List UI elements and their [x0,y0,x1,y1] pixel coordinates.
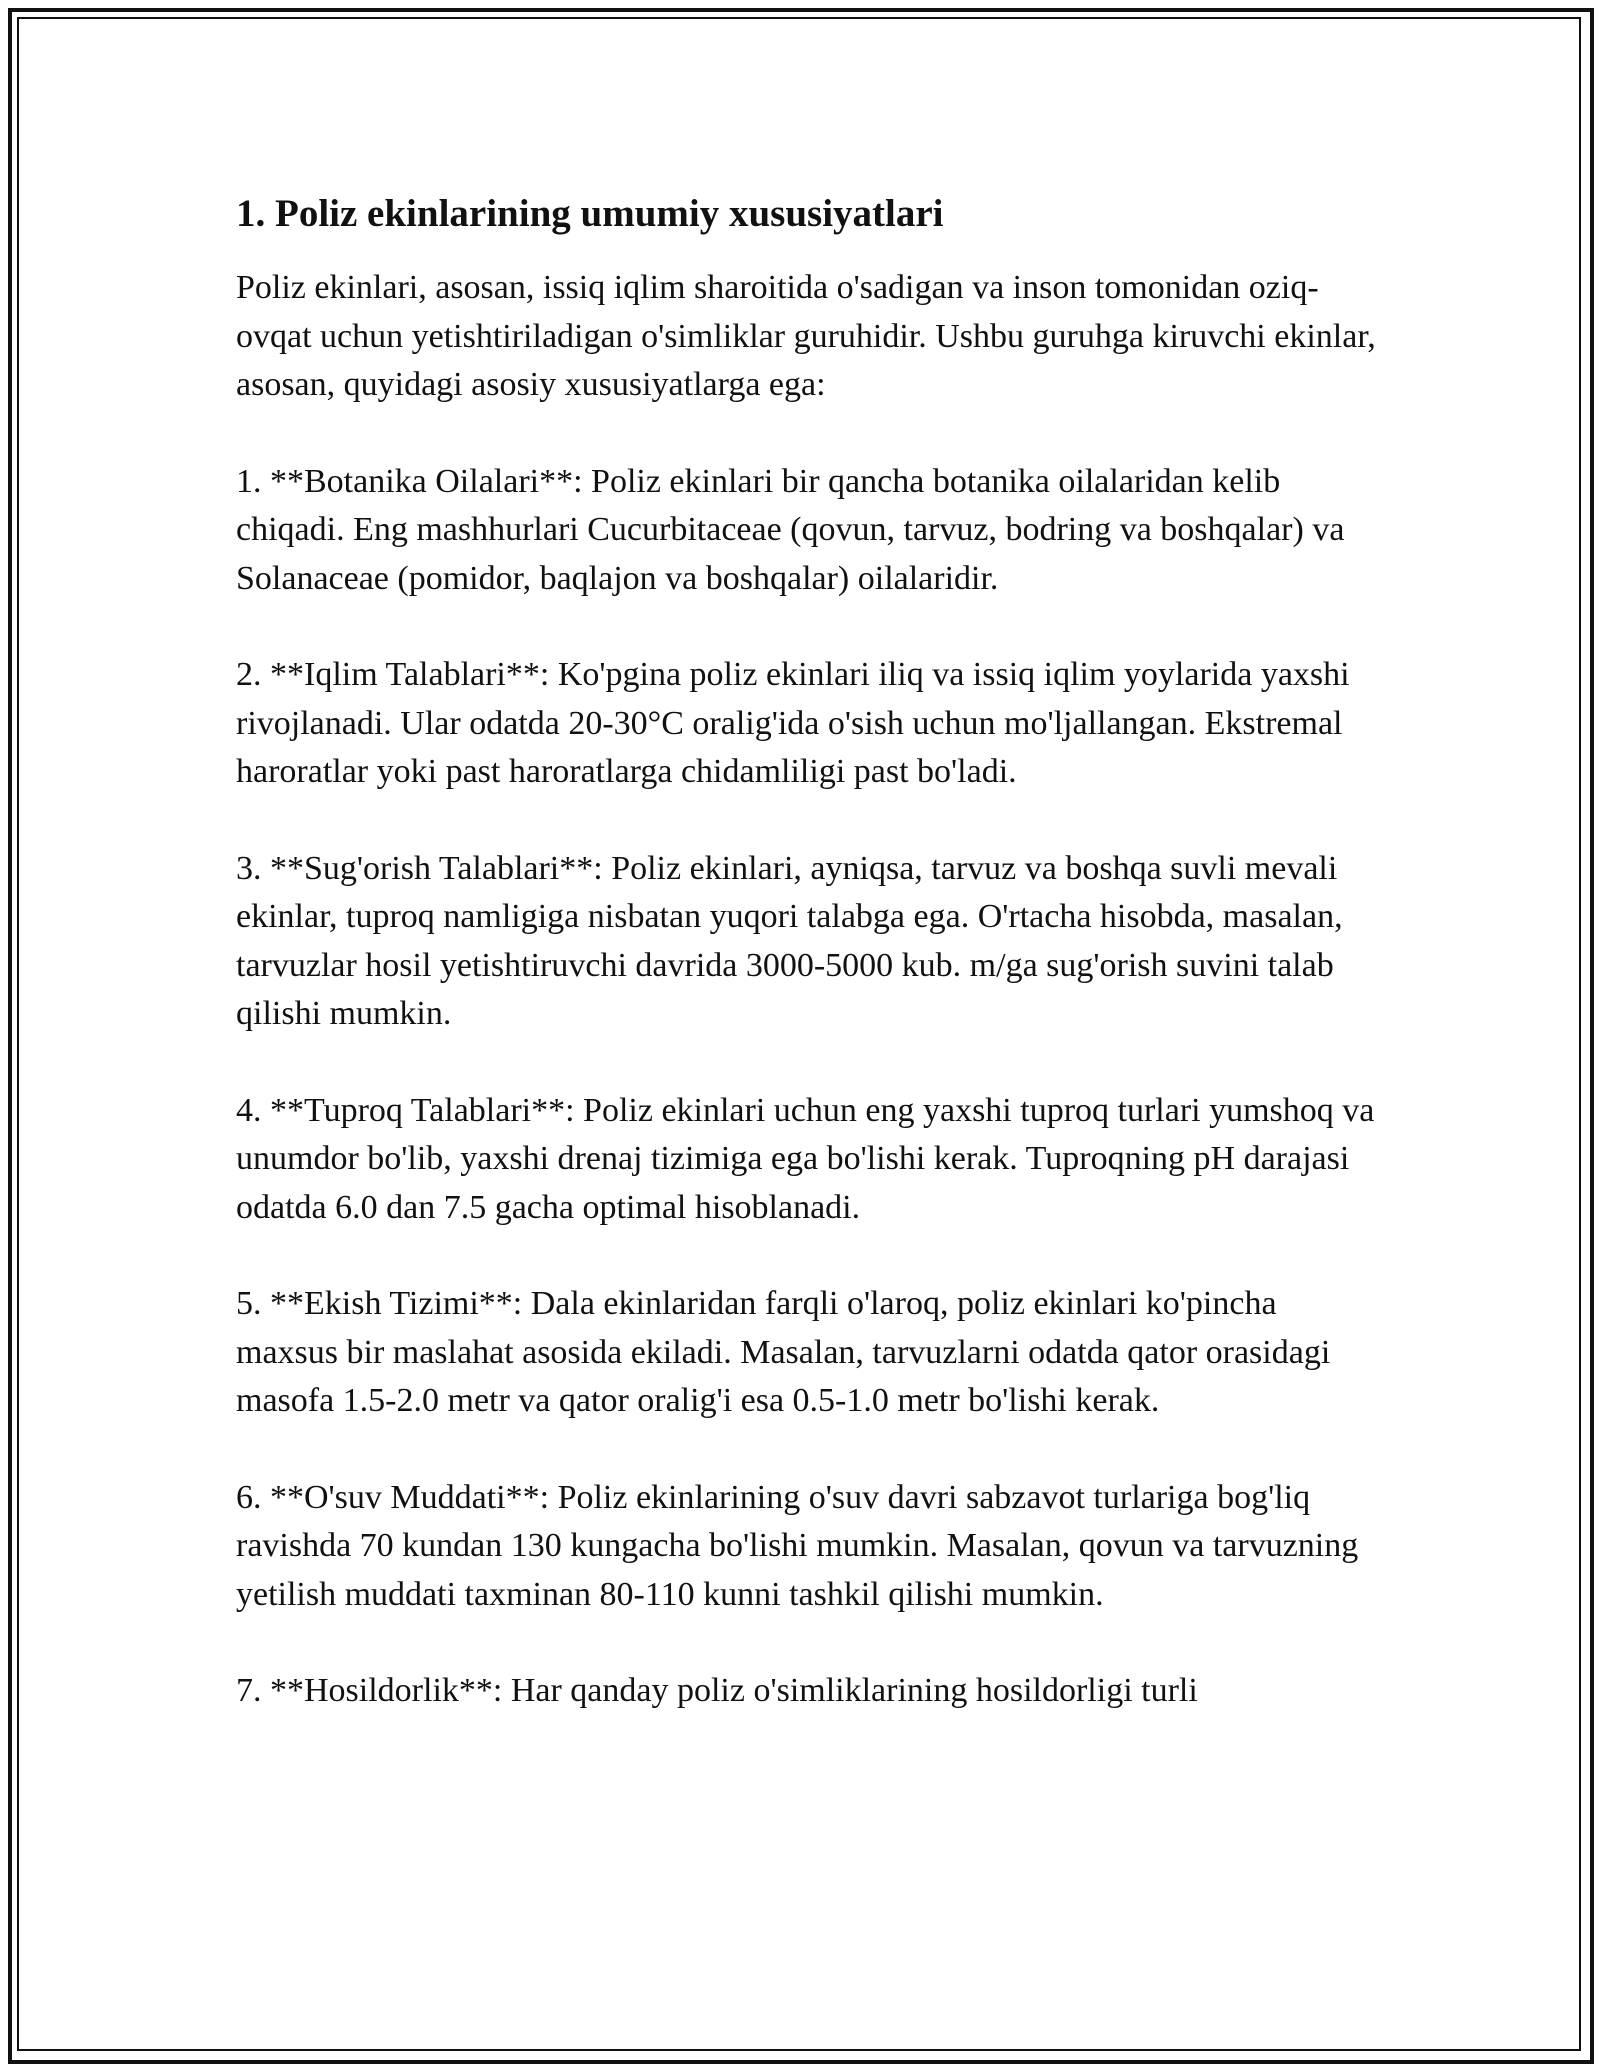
list-item-osuv-muddati: 6. **O'suv Muddati**: Poliz ekinlarining o'suv davri sabzavot turlariga bog'liq ravishda 70 kundan 130 kungacha bo'lishi mumkin. Masalan, qovun va tarvuzning yetilish muddati taxminan 80-110 kunni tashkil qilishi mumkin. [236,1478,1359,1613]
list-item-ekish-tizimi: 5. **Ekish Tizimi**: Dala ekinlaridan farqli o'laroq, poliz ekinlari ko'pincha maxsus bir maslahat asosida ekiladi. Masalan, tarvuzlarni odatda qator orasidagi masofa 1.5-2.0 metr va qator oralig'i esa 0.5-1.0 metr bo'lishi kerak. [236,1285,1331,1419]
list-item-iqlim-talablari: 2. **Iqlim Talablari**: Ko'pgina poliz ekinlari iliq va issiq iqlim yoylarida yaxshi rivojlanadi. Ular odatda 20-30°C oralig'ida o'sish uchun mo'ljallangan. Ekstremal haroratlar yoki past haroratlarga chidamliligi past bo'ladi. [236,656,1350,790]
list-item-botanika-oilalari: 1. **Botanika Oilalari**: Poliz ekinlari bir qancha botanika oilalaridan kelib chiqadi. Eng mashhurlari Cucurbitaceae (qovun, tarvuz, bodring va boshqalar) va Solanaceae (pomidor, baqlajon va boshqalar) oilalaridir. [236,462,1345,597]
list-item-sugorish-talablari: 3. **Sug'orish Talablari**: Poliz ekinlari, ayniqsa, tarvuz va boshqa suvli mevali ekinlar, tuproq namligiga nisbatan yuqori talabga ega. O'rtacha hisobda, masalan, tarvuzlar hosil yetishtiruvchi davrida 3000-5000 kub. m/ga sug'orish suvini talab qilishi mumkin. [236,849,1343,1032]
list-item-hosildorlik: 7. **Hosildorlik**: Har qanday poliz o'simliklarining hosildorligi turli [236,1672,1198,1709]
document-body [236,186,1386,1764]
intro-paragraph: Poliz ekinlari, asosan, issiq iqlim sharoitida o'sadigan va inson tomonidan oziq-ovqat uchun yetishtiriladigan o'simliklar guruhidir. Ushbu guruhga kiruvchi ekinlar, asosan, quyidagi asosiy xususiyatlarga ega: [236,269,1376,403]
section-title: 1. Poliz ekinlarining umumiy xususiyatlari [236,192,944,235]
list-item-tuproq-talablari: 4. **Tuproq Talablari**: Poliz ekinlari uchun eng yaxshi tuproq turlari yumshoq va unumdor bo'lib, yaxshi drenaj tizimiga ega bo'lishi kerak. Tuproqning pH darajasi odatda 6.0 dan 7.5 gacha optimal hisoblanadi. [236,1091,1375,1226]
